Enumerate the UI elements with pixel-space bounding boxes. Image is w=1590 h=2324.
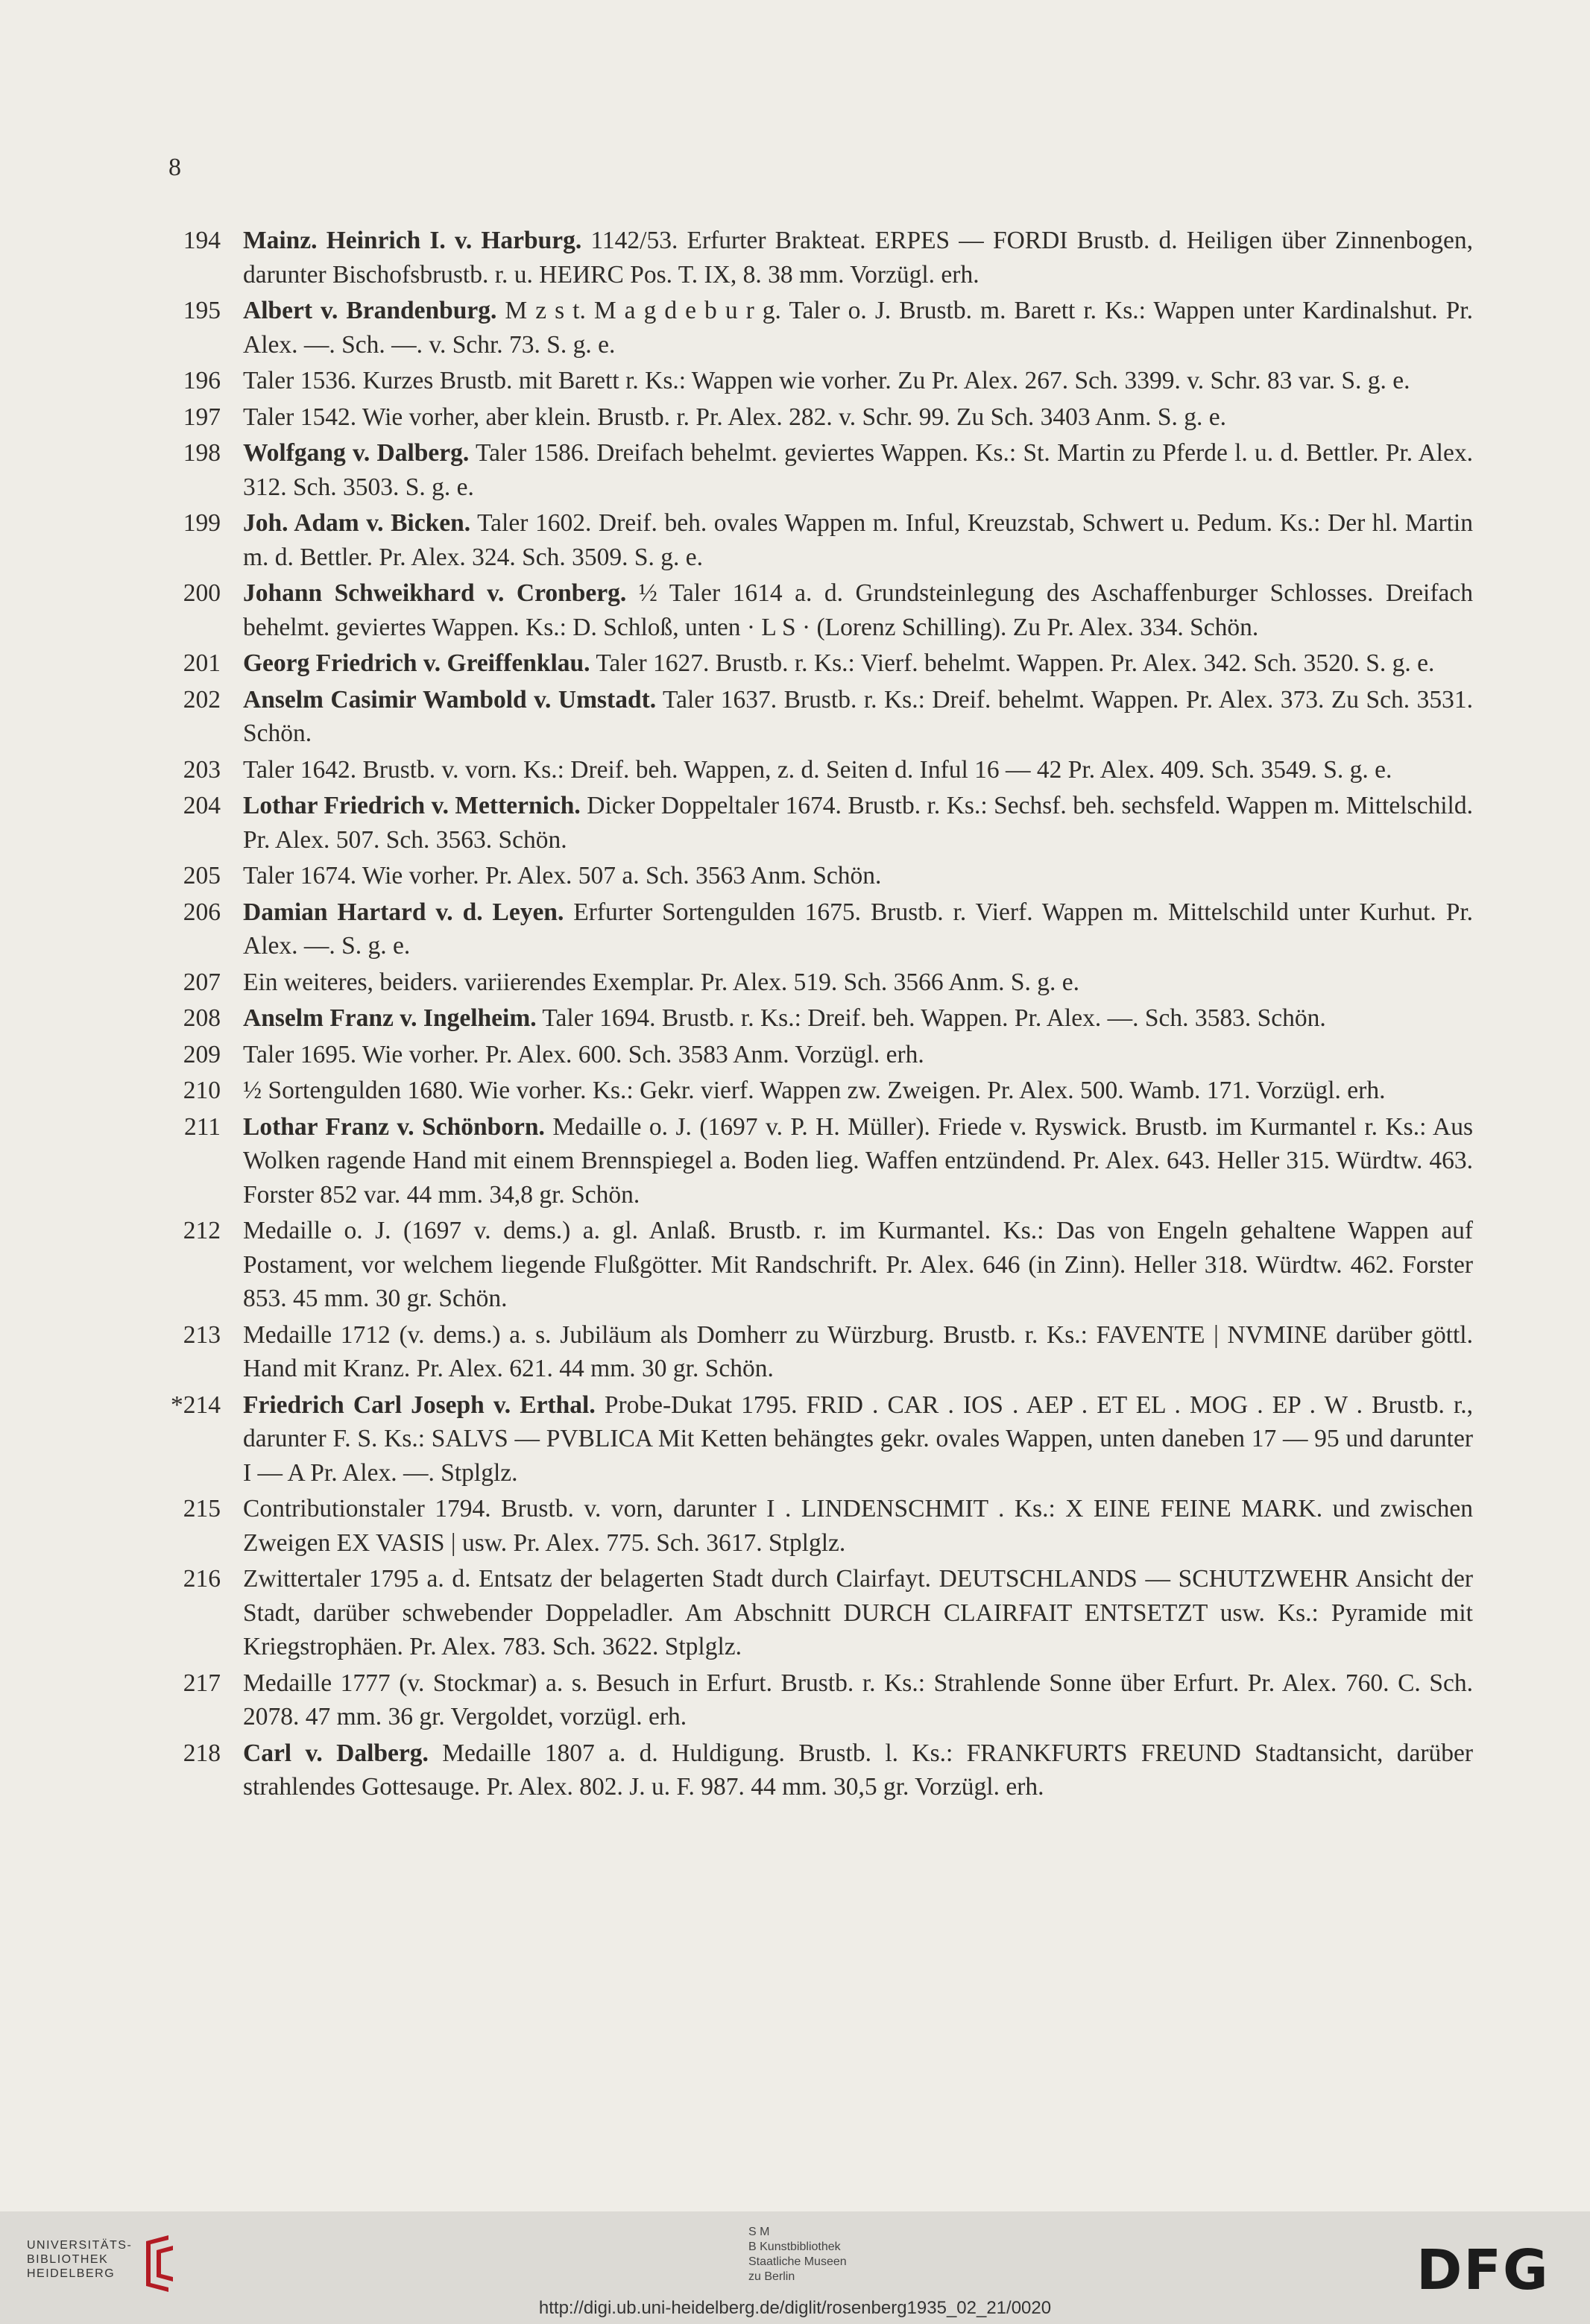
entry-body: [243, 1110, 1473, 1212]
catalog-entry: [154, 576, 1473, 644]
entry-body: [243, 683, 1473, 751]
entry-number: 218: [183, 1739, 221, 1767]
entry-description: Taler 1694. Brustb. r. Ks.: Dreif. beh. Wappen. Pr. Alex. —. Sch. 3583. Schön.: [542, 1004, 1326, 1032]
entry-body: [243, 1562, 1473, 1664]
entry-body: [243, 1001, 1473, 1036]
entry-number: 213: [183, 1320, 221, 1349]
library-name: UNIVERSITÄTS- BIBLIOTHEK HEIDELBERG: [27, 2239, 133, 2280]
catalog-entry: [154, 1736, 1473, 1804]
smb-line-2: B Kunstbibliothek: [748, 2240, 841, 2253]
entry-description: ½ Sortengulden 1680. Wie vorher. Ks.: Gekr. vierf. Wappen zw. Zweigen. Pr. Alex. 500. Wamb. 171. Vorzügl. erh.: [243, 1077, 1386, 1104]
entry-heading: Georg Friedrich v. Greiffenklau.: [243, 649, 590, 677]
dfg-logo[interactable]: DFG: [1416, 2238, 1550, 2302]
entry-number: 197: [183, 403, 221, 431]
catalog-entry: [154, 1492, 1473, 1560]
entry-body: [243, 1492, 1473, 1560]
entry-heading: Friedrich Carl Joseph v. Erthal.: [243, 1391, 596, 1419]
smb-line-3: Staatliche Museen: [748, 2255, 847, 2268]
entry-number: 212: [183, 1217, 221, 1244]
entry-description: Contributionstaler 1794. Brustb. v. vorn, darunter I . LINDENSCHMIT . Ks.: X EINE FEINE MARK. und zwischen Zweigen EX VASIS | usw. Pr. Alex. 775. Sch. 3617. Stplglz.: [243, 1495, 1473, 1557]
entry-description: M z s t. M a g d e b u r g. Taler o. J. Brustb. m. Barett r. Ks.: Wappen unter Kardinalshut. Pr. Alex. —. Sch. —. v. Schr. 73. S. g. e.: [243, 297, 1473, 359]
entry-body: [243, 753, 1473, 787]
entry-number: 215: [183, 1495, 221, 1522]
catalog-entry: [154, 1666, 1473, 1734]
entry-heading: Carl v. Dalberg.: [243, 1739, 429, 1767]
entry-description: Taler 1602. Dreif. beh. ovales Wappen m. Inful, Kreuzstab, Schwert u. Pedum. Ks.: Der hl. Martin m. d. Bettler. Pr. Alex. 324. Sch. 3509. S. g. e.: [243, 509, 1473, 571]
catalog-entry: [154, 753, 1473, 787]
entry-heading: Anselm Franz v. Ingelheim.: [243, 1004, 537, 1032]
entry-number: 200: [183, 579, 221, 607]
entry-number: 201: [183, 649, 221, 677]
catalog-entry: [154, 1110, 1473, 1212]
catalog-entry: [154, 436, 1473, 504]
entry-subheading: Heinrich I. v. Harburg.: [326, 227, 582, 254]
catalog-entry: [154, 506, 1473, 574]
entry-number: 196: [183, 367, 221, 394]
entry-number: 209: [183, 1040, 221, 1068]
entry-body: [243, 506, 1473, 574]
entry-number: *214: [171, 1391, 221, 1419]
entry-body: [243, 1074, 1473, 1108]
entry-description: Taler 1642. Brustb. v. vorn. Ks.: Dreif. beh. Wappen, z. d. Seiten d. Inful 16 — 42 Pr. Alex. 409. Sch. 3549. S. g. e.: [243, 755, 1392, 784]
catalog-entry: [154, 859, 1473, 893]
source-url-link[interactable]: http://digi.ub.uni-heidelberg.de/diglit/rosenberg1935_02_21/0020: [538, 2298, 1052, 2318]
smb-kunstbibliothek-logo[interactable]: [748, 2225, 847, 2284]
entry-description: ½ Taler 1614 a. d. Grundsteinlegung des Aschaffenburger Schlosses. Dreifach behelmt. geviertes Wappen. Ks.: D. Schloß, unten · L S · (Lorenz Schilling). Zu Pr. Alex. 334. Schön.: [243, 579, 1474, 641]
catalog-entry: [154, 1214, 1473, 1316]
entry-heading: Albert v. Brandenburg.: [243, 297, 497, 324]
entry-description: Taler 1674. Wie vorher. Pr. Alex. 507 a. Sch. 3563 Anm. Schön.: [243, 862, 882, 889]
entry-body: [243, 859, 1473, 893]
entry-description: 1142/53. Erfurter Brakteat. ERPES — FORDI Brustb. d. Heiligen über Zinnenbogen, darunter Bischofsbrustb. r. u. HEИRC Pos. T. IX, 8. 38 mm. Vorzügl. erh.: [243, 227, 1473, 289]
catalog-entry: [154, 294, 1473, 362]
entry-number: 205: [183, 862, 221, 889]
entry-body: [243, 576, 1473, 644]
entry-number: 216: [183, 1565, 221, 1593]
entry-heading: Wolfgang v. Dalberg.: [243, 439, 470, 467]
entry-heading: Anselm Casimir Wambold v. Umstadt.: [243, 685, 657, 714]
entry-number: 195: [183, 297, 221, 324]
catalog-entry: [154, 1038, 1473, 1072]
entry-description: Taler 1536. Kurzes Brustb. mit Barett r. Ks.: Wappen wie vorher. Zu Pr. Alex. 267. Sch. 3399. v. Schr. 83 var. S. g. e.: [243, 367, 1410, 394]
entry-number: 202: [183, 685, 221, 714]
heidelberg-library-logo[interactable]: [27, 2234, 198, 2301]
entry-heading: Lothar Franz v. Schönborn.: [243, 1112, 545, 1141]
entry-body: [243, 1666, 1473, 1734]
entry-description: Medaille o. J. (1697 v. P. H. Müller). Friede v. Ryswick. Brustb. im Kurmantel r. Ks.: Aus Wolken ragende Hand mit einem Brennspiegel a. Boden lieg. Waffen entzündend. Pr. Alex. 643. Heller 315. Würdtw. 463. Forster 852 var. 44 mm. 34,8 gr. Schön.: [243, 1112, 1473, 1209]
entry-body: [243, 1388, 1473, 1490]
catalog-entry: [154, 364, 1473, 398]
catalog-entry: [154, 789, 1473, 857]
entry-body: [243, 436, 1473, 504]
catalog-entry: [154, 895, 1473, 963]
catalog-entry: [154, 646, 1473, 681]
entry-heading: Damian Hartard v. d. Leyen.: [243, 898, 564, 926]
entry-number: 206: [183, 898, 221, 926]
entry-number: 199: [183, 509, 221, 537]
entry-description: Probe-Dukat 1795. FRID . CAR . IOS . AEP . ET EL . MOG . EP . W . Brustb. r., darunter F. S. Ks.: SALVS — PVBLICA Mit Ketten behängtes gekr. ovales Wappen, unten daneben 17 — 95 und darunter I — A Pr. Alex. —. Stplglz.: [243, 1391, 1474, 1487]
entry-description: Medaille 1777 (v. Stockmar) a. s. Besuch in Erfurt. Brustb. r. Ks.: Strahlende Sonne über Erfurt. Pr. Alex. 760. C. Sch. 2078. 47 mm. 36 gr. Vergoldet, vorzügl. erh.: [243, 1669, 1473, 1731]
entry-description: Taler 1637. Brustb. r. Ks.: Dreif. behelmt. Wappen. Pr. Alex. 373. Zu Sch. 3531. Schön.: [243, 685, 1473, 747]
entry-number: 203: [183, 755, 221, 784]
entry-number: 208: [183, 1004, 221, 1032]
entry-number: 210: [183, 1077, 221, 1104]
catalog-entry: [154, 400, 1473, 435]
page-number: 8: [168, 154, 181, 181]
catalog-entry: [154, 1388, 1473, 1490]
smb-line-1: S M: [748, 2226, 770, 2238]
catalog-list: [154, 224, 1473, 1807]
catalog-entry: [154, 1074, 1473, 1108]
entry-number: 194: [183, 227, 221, 254]
entry-description: Taler 1586. Dreifach behelmt. geviertes Wappen. Ks.: St. Martin zu Pferde l. u. d. Bettler. Pr. Alex. 312. Sch. 3503. S. g. e.: [243, 439, 1473, 501]
entry-body: [243, 789, 1473, 857]
entry-heading: Mainz.: [243, 227, 318, 254]
entry-number: 207: [183, 968, 221, 996]
entry-description: Ein weiteres, beiders. variierendes Exemplar. Pr. Alex. 519. Sch. 3566 Anm. S. g. e.: [243, 968, 1080, 996]
catalog-entry: [154, 1562, 1473, 1664]
entry-body: [243, 895, 1473, 963]
entry-body: [243, 364, 1473, 398]
entry-body: [243, 1736, 1473, 1804]
entry-body: [243, 224, 1473, 292]
entry-description: Taler 1627. Brustb. r. Ks.: Vierf. behelmt. Wappen. Pr. Alex. 342. Sch. 3520. S. g. e.: [596, 649, 1435, 677]
entry-description: Medaille 1712 (v. dems.) a. s. Jubiläum als Domherr zu Würzburg. Brustb. r. Ks.: FAVENTE | NVMINE darüber göttl. Hand mit Kranz. Pr. Alex. 621. 44 mm. 30 gr. Schön.: [243, 1320, 1473, 1382]
entry-body: [243, 400, 1473, 435]
catalog-entry: [154, 1318, 1473, 1386]
entry-heading: Lothar Friedrich v. Metternich.: [243, 792, 581, 819]
catalog-entry: [154, 966, 1473, 1000]
entry-description: Taler 1695. Wie vorher. Pr. Alex. 600. Sch. 3583 Anm. Vorzügl. erh.: [243, 1040, 924, 1068]
catalog-entry: [154, 224, 1473, 292]
entry-body: [243, 966, 1473, 1000]
entry-description: Zwittertaler 1795 a. d. Entsatz der belagerten Stadt durch Clairfayt. DEUTSCHLANDS — SCHUTZWEHR Ansicht der Stadt, darüber schwebender Doppeladler. Am Abschnitt DURCH CLAIRFAIT ENTSETZT usw. Ks.: Pyramide mit Kriegstrophäen. Pr. Alex. 783. Sch. 3622. Stplglz.: [243, 1565, 1473, 1660]
smb-line-4: zu Berlin: [748, 2270, 795, 2283]
library-emblem-icon: [139, 2234, 183, 2293]
entry-description: Dicker Doppeltaler 1674. Brustb. r. Ks.: Sechsf. beh. sechsfeld. Wappen m. Mittelschild. Pr. Alex. 507. Sch. 3563. Schön.: [243, 792, 1473, 854]
entry-number: 217: [183, 1669, 221, 1697]
entry-description: Taler 1542. Wie vorher, aber klein. Brustb. r. Pr. Alex. 282. v. Schr. 99. Zu Sch. 3403 Anm. S. g. e.: [243, 403, 1226, 431]
entry-body: [243, 1214, 1473, 1316]
entry-description: Medaille 1807 a. d. Huldigung. Brustb. l. Ks.: FRANKFURTS FREUND Stadtansicht, darüber strahlendes Gottesauge. Pr. Alex. 802. J. u. F. 987. 44 mm. 30,5 gr. Vorzügl. erh.: [243, 1739, 1474, 1801]
catalog-entry: [154, 683, 1473, 751]
entry-number: 198: [183, 439, 221, 467]
entry-description: Erfurter Sortengulden 1675. Brustb. r. Vierf. Wappen m. Mittelschild unter Kurhut. Pr. Alex. —. S. g. e.: [243, 898, 1474, 960]
entry-heading: Joh. Adam v. Bicken.: [243, 509, 471, 537]
entry-heading: Johann Schweikhard v. Cronberg.: [243, 579, 627, 607]
entry-body: [243, 294, 1473, 362]
catalog-entry: [154, 1001, 1473, 1036]
entry-body: [243, 646, 1473, 681]
entry-body: [243, 1318, 1473, 1386]
digitization-footer: [0, 2211, 1590, 2324]
entry-description: Medaille o. J. (1697 v. dems.) a. gl. Anlaß. Brustb. r. im Kurmantel. Ks.: Das von Engeln gehaltene Wappen auf Postament, vor welchem liegende Flußgötter. Mit Randschrift. Pr. Alex. 646 (in Zinn). Heller 318. Würdtw. 462. Forster 853. 45 mm. 30 gr. Schön.: [243, 1217, 1473, 1312]
entry-number: 204: [183, 792, 221, 819]
entry-body: [243, 1038, 1473, 1072]
entry-number: 211: [183, 1112, 221, 1141]
